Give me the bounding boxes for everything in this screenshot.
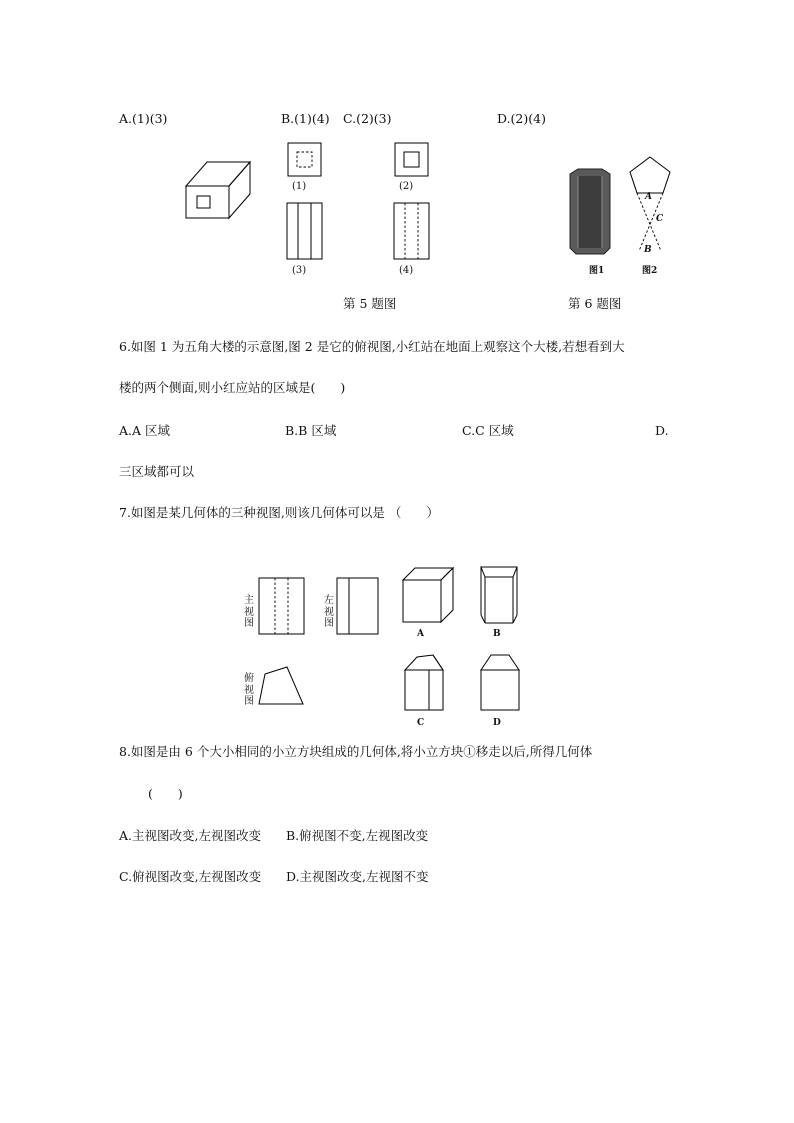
q5-view-4-label: (4): [399, 265, 414, 276]
q8-option-b: B.俯视图不变,左视图改变: [286, 828, 429, 843]
q7-choice-d-figure: [479, 653, 523, 713]
q8-stem: 8.如图是由 6 个大小相同的小立方块组成的几何体,将小立方块①移走以后,所得几何体: [119, 744, 593, 759]
q7-choice-b-label: B: [493, 629, 501, 639]
q7-front-view-figure: [258, 577, 306, 637]
q5-option-b: B.(1)(4): [281, 111, 330, 126]
q5-caption: 第 5 题图: [343, 296, 397, 311]
q6-pentagon-building-figure: [566, 168, 616, 258]
q7-choice-c-label: C: [417, 718, 425, 728]
q6-fig1-label: 图1: [589, 266, 605, 276]
q5-view-2-label: (2): [399, 181, 414, 192]
q6-region-c-label: C: [656, 214, 664, 224]
q5-view-4-rect-dashed-lines: [393, 202, 431, 262]
q5-view-3-label: (3): [292, 265, 307, 276]
q6-caption: 第 6 题图: [568, 296, 622, 311]
q5-hollow-prism-figure: [185, 160, 255, 220]
q5-view-3-rect-solid-lines: [286, 202, 324, 262]
q7-choice-d-label: D: [493, 718, 501, 728]
q5-option-d: D.(2)(4): [497, 111, 546, 126]
q6-option-a: A.A 区域: [119, 423, 171, 438]
q5-view-1-label: (1): [292, 181, 307, 192]
q7-left-view-label: 左视图: [324, 595, 334, 629]
q6-option-d-head: D.: [655, 423, 669, 438]
q6-option-b: B.B 区域: [285, 423, 337, 438]
q8-option-c: C.俯视图改变,左视图改变: [119, 869, 262, 884]
q7-top-view-label: 俯视图: [244, 673, 254, 707]
q6-region-a-label: A: [645, 192, 652, 202]
q7-stem: 7.如图是某几何体的三种视图,则该几何体可以是 （ ）: [119, 505, 439, 520]
q7-choice-a-figure: [401, 566, 457, 626]
q7-choice-c-figure: [403, 653, 447, 713]
q6-stem-line1: 6.如图 1 为五角大楼的示意图,图 2 是它的俯视图,小红站在地面上观察这个大楼,若想看到大: [119, 339, 625, 354]
q5-view-2-square-solid: [394, 142, 430, 178]
q7-choice-b-figure: [479, 565, 521, 627]
q8-option-d: D.主视图改变,左视图不变: [286, 869, 429, 884]
q5-view-1-square-dashed: [287, 142, 323, 178]
q7-top-view-figure: [257, 665, 307, 707]
q7-choice-a-label: A: [417, 629, 424, 639]
q6-option-c: C.C 区域: [462, 423, 514, 438]
q7-front-view-label: 主视图: [244, 595, 254, 629]
q6-region-b-label: B: [644, 245, 652, 255]
q8-blank: ( ): [148, 786, 183, 801]
q6-stem-line2: 楼的两个侧面,则小红应站的区域是( ): [119, 380, 346, 395]
q5-option-c: C.(2)(3): [343, 111, 392, 126]
q5-option-a: A.(1)(3): [119, 111, 168, 126]
q6-fig2-label: 图2: [642, 266, 658, 276]
q6-option-d-tail: 三区域都可以: [119, 464, 195, 479]
q7-left-view-figure: [336, 577, 380, 637]
q8-option-a: A.主视图改变,左视图改变: [119, 828, 261, 843]
